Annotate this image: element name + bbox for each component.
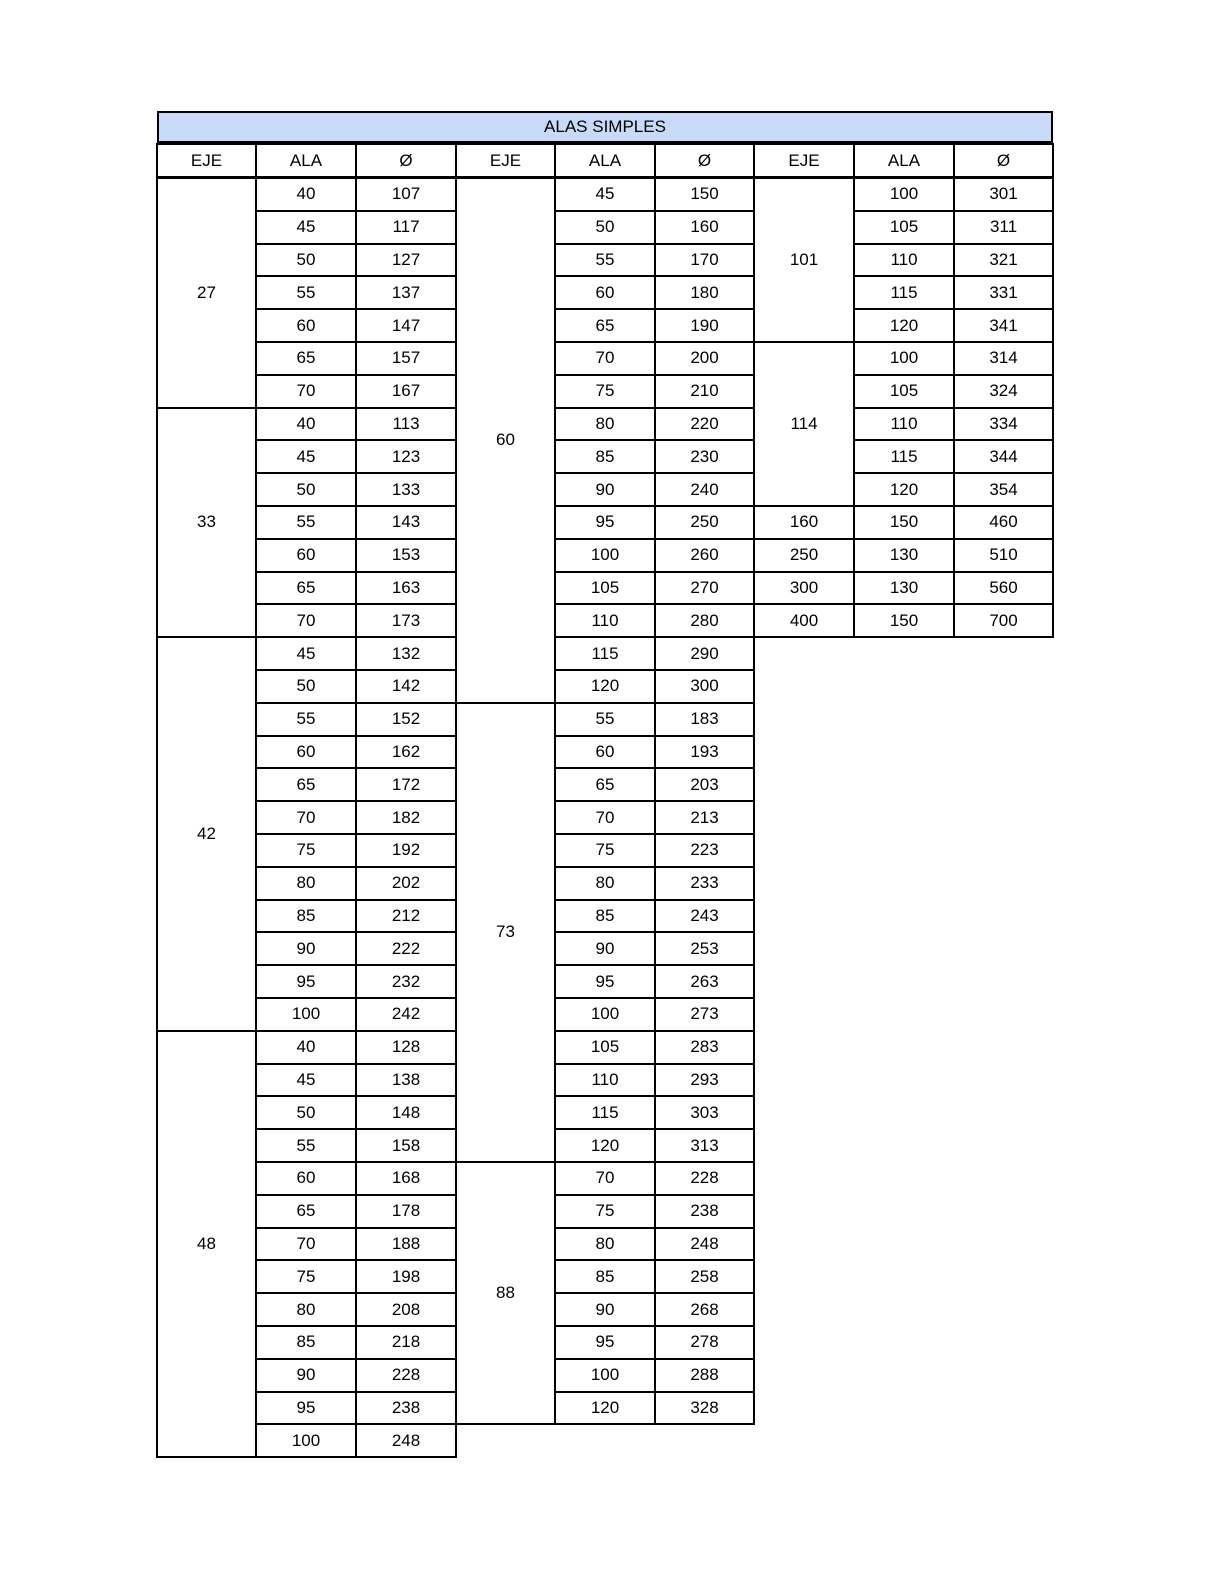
column-header: EJE [753, 143, 855, 179]
diameter-cell: 178 [355, 1194, 457, 1229]
diameter-cell: 117 [355, 210, 457, 245]
ala-cell: 70 [554, 800, 656, 835]
column-header: Ø [355, 143, 457, 179]
diameter-cell: 293 [654, 1063, 755, 1098]
ala-cell: 85 [554, 1259, 656, 1294]
diameter-cell: 260 [654, 538, 755, 573]
diameter-cell: 248 [654, 1227, 755, 1262]
ala-cell: 75 [255, 1259, 357, 1294]
diameter-cell: 128 [355, 1030, 457, 1065]
ala-cell: 80 [255, 1292, 357, 1327]
ala-cell: 55 [255, 1128, 357, 1163]
column-header: EJE [156, 143, 257, 179]
diameter-cell: 273 [654, 997, 755, 1032]
eje-cell: 60 [455, 177, 556, 704]
diameter-cell: 223 [654, 833, 755, 868]
ala-cell: 100 [853, 341, 955, 376]
diameter-cell: 158 [355, 1128, 457, 1163]
diameter-cell: 341 [953, 308, 1054, 343]
ala-cell: 120 [554, 1391, 656, 1426]
eje-cell: 300 [753, 571, 855, 606]
ala-cell: 55 [554, 702, 656, 737]
eje-cell: 101 [753, 177, 855, 343]
ala-cell: 110 [554, 603, 656, 638]
diameter-cell: 232 [355, 964, 457, 999]
diameter-cell: 147 [355, 308, 457, 343]
diameter-cell: 198 [355, 1259, 457, 1294]
ala-cell: 95 [255, 964, 357, 999]
ala-cell: 90 [554, 1292, 656, 1327]
ala-cell: 40 [255, 1030, 357, 1065]
diameter-cell: 280 [654, 603, 755, 638]
diameter-cell: 248 [355, 1423, 457, 1458]
ala-cell: 55 [255, 275, 357, 310]
ala-cell: 90 [255, 1358, 357, 1393]
ala-cell: 100 [554, 997, 656, 1032]
ala-cell: 50 [554, 210, 656, 245]
diameter-cell: 183 [654, 702, 755, 737]
ala-cell: 80 [554, 407, 656, 442]
ala-cell: 95 [554, 505, 656, 540]
ala-cell: 115 [853, 439, 955, 474]
eje-cell: 114 [753, 341, 855, 507]
ala-cell: 55 [255, 505, 357, 540]
diameter-cell: 313 [654, 1128, 755, 1163]
diameter-cell: 208 [355, 1292, 457, 1327]
diameter-cell: 300 [654, 669, 755, 704]
diameter-cell: 228 [654, 1161, 755, 1196]
diameter-cell: 238 [355, 1391, 457, 1426]
ala-cell: 80 [255, 866, 357, 901]
diameter-cell: 268 [654, 1292, 755, 1327]
ala-cell: 50 [255, 669, 357, 704]
column-header: ALA [853, 143, 955, 179]
diameter-cell: 162 [355, 735, 457, 770]
diameter-cell: 278 [654, 1325, 755, 1360]
ala-cell: 65 [255, 767, 357, 802]
diameter-cell: 200 [654, 341, 755, 376]
ala-cell: 60 [554, 275, 656, 310]
ala-cell: 60 [255, 735, 357, 770]
diameter-cell: 303 [654, 1095, 755, 1130]
eje-cell: 160 [753, 505, 855, 540]
column-header: Ø [953, 143, 1054, 179]
ala-cell: 120 [554, 1128, 656, 1163]
diameter-cell: 331 [953, 275, 1054, 310]
diameter-cell: 218 [355, 1325, 457, 1360]
diameter-cell: 213 [654, 800, 755, 835]
column-header: ALA [554, 143, 656, 179]
ala-cell: 85 [554, 899, 656, 934]
column-header: ALA [255, 143, 357, 179]
ala-cell: 100 [853, 177, 955, 212]
diameter-cell: 334 [953, 407, 1054, 442]
eje-cell: 42 [156, 636, 257, 1032]
diameter-cell: 210 [654, 374, 755, 409]
ala-cell: 70 [255, 1227, 357, 1262]
diameter-cell: 212 [355, 899, 457, 934]
ala-cell: 40 [255, 407, 357, 442]
diameter-cell: 127 [355, 243, 457, 278]
ala-cell: 55 [554, 243, 656, 278]
diameter-cell: 324 [953, 374, 1054, 409]
diameter-cell: 560 [953, 571, 1054, 606]
diameter-cell: 321 [953, 243, 1054, 278]
diameter-cell: 220 [654, 407, 755, 442]
diameter-cell: 263 [654, 964, 755, 999]
ala-cell: 115 [554, 636, 656, 671]
ala-cell: 95 [554, 1325, 656, 1360]
diameter-cell: 160 [654, 210, 755, 245]
ala-cell: 75 [554, 833, 656, 868]
eje-cell: 400 [753, 603, 855, 638]
diameter-cell: 328 [654, 1391, 755, 1426]
diameter-cell: 240 [654, 472, 755, 507]
eje-cell: 33 [156, 407, 257, 639]
diameter-cell: 173 [355, 603, 457, 638]
diameter-cell: 228 [355, 1358, 457, 1393]
diameter-cell: 170 [654, 243, 755, 278]
diameter-cell: 311 [953, 210, 1054, 245]
ala-cell: 110 [853, 243, 955, 278]
diameter-cell: 222 [355, 931, 457, 966]
ala-cell: 90 [554, 472, 656, 507]
ala-cell: 65 [554, 767, 656, 802]
ala-cell: 40 [255, 177, 357, 212]
diameter-cell: 344 [953, 439, 1054, 474]
column-header: Ø [654, 143, 755, 179]
diameter-cell: 290 [654, 636, 755, 671]
ala-cell: 45 [255, 1063, 357, 1098]
ala-cell: 65 [255, 341, 357, 376]
diameter-cell: 700 [953, 603, 1054, 638]
diameter-cell: 238 [654, 1194, 755, 1229]
ala-cell: 60 [255, 1161, 357, 1196]
ala-cell: 60 [255, 308, 357, 343]
ala-cell: 70 [255, 374, 357, 409]
diameter-cell: 137 [355, 275, 457, 310]
ala-cell: 45 [554, 177, 656, 212]
ala-cell: 95 [255, 1391, 357, 1426]
diameter-cell: 188 [355, 1227, 457, 1262]
ala-cell: 50 [255, 472, 357, 507]
ala-cell: 95 [554, 964, 656, 999]
ala-cell: 85 [255, 899, 357, 934]
ala-cell: 105 [554, 571, 656, 606]
ala-cell: 75 [554, 374, 656, 409]
ala-cell: 100 [554, 538, 656, 573]
ala-cell: 85 [255, 1325, 357, 1360]
eje-cell: 88 [455, 1161, 556, 1425]
diameter-cell: 123 [355, 439, 457, 474]
ala-cell: 80 [554, 866, 656, 901]
diameter-cell: 148 [355, 1095, 457, 1130]
diameter-cell: 253 [654, 931, 755, 966]
diameter-cell: 133 [355, 472, 457, 507]
ala-cell: 70 [255, 800, 357, 835]
diameter-cell: 157 [355, 341, 457, 376]
ala-cell: 120 [853, 308, 955, 343]
ala-cell: 150 [853, 603, 955, 638]
ala-cell: 75 [554, 1194, 656, 1229]
ala-cell: 75 [255, 833, 357, 868]
diameter-cell: 193 [654, 735, 755, 770]
diameter-cell: 242 [355, 997, 457, 1032]
ala-cell: 45 [255, 210, 357, 245]
diameter-cell: 113 [355, 407, 457, 442]
diameter-cell: 168 [355, 1161, 457, 1196]
diameter-cell: 142 [355, 669, 457, 704]
diameter-cell: 143 [355, 505, 457, 540]
diameter-cell: 182 [355, 800, 457, 835]
diameter-cell: 132 [355, 636, 457, 671]
ala-cell: 45 [255, 439, 357, 474]
ala-cell: 65 [554, 308, 656, 343]
diameter-cell: 460 [953, 505, 1054, 540]
diameter-cell: 152 [355, 702, 457, 737]
ala-cell: 100 [554, 1358, 656, 1393]
ala-cell: 110 [853, 407, 955, 442]
ala-cell: 70 [554, 1161, 656, 1196]
diameter-cell: 180 [654, 275, 755, 310]
ala-cell: 60 [554, 735, 656, 770]
eje-cell: 250 [753, 538, 855, 573]
ala-cell: 70 [255, 603, 357, 638]
diameter-cell: 163 [355, 571, 457, 606]
ala-cell: 85 [554, 439, 656, 474]
diameter-cell: 192 [355, 833, 457, 868]
ala-cell: 120 [853, 472, 955, 507]
ala-cell: 150 [853, 505, 955, 540]
ala-cell: 100 [255, 1423, 357, 1458]
ala-cell: 130 [853, 571, 955, 606]
diameter-cell: 172 [355, 767, 457, 802]
ala-cell: 105 [554, 1030, 656, 1065]
diameter-cell: 354 [953, 472, 1054, 507]
ala-cell: 90 [255, 931, 357, 966]
ala-cell: 115 [554, 1095, 656, 1130]
eje-cell: 73 [455, 702, 556, 1163]
ala-cell: 70 [554, 341, 656, 376]
diameter-cell: 230 [654, 439, 755, 474]
diameter-cell: 153 [355, 538, 457, 573]
ala-cell: 115 [853, 275, 955, 310]
column-header: EJE [455, 143, 556, 179]
ala-cell: 60 [255, 538, 357, 573]
diameter-cell: 243 [654, 899, 755, 934]
diameter-cell: 288 [654, 1358, 755, 1393]
diameter-cell: 233 [654, 866, 755, 901]
diameter-cell: 283 [654, 1030, 755, 1065]
ala-cell: 130 [853, 538, 955, 573]
diameter-cell: 202 [355, 866, 457, 901]
diameter-cell: 167 [355, 374, 457, 409]
ala-cell: 100 [255, 997, 357, 1032]
ala-cell: 110 [554, 1063, 656, 1098]
ala-cell: 105 [853, 374, 955, 409]
ala-cell: 120 [554, 669, 656, 704]
diameter-cell: 150 [654, 177, 755, 212]
table-title: ALAS SIMPLES [157, 111, 1053, 143]
diameter-cell: 250 [654, 505, 755, 540]
diameter-cell: 258 [654, 1259, 755, 1294]
diameter-cell: 203 [654, 767, 755, 802]
diameter-cell: 301 [953, 177, 1054, 212]
diameter-cell: 270 [654, 571, 755, 606]
ala-cell: 50 [255, 1095, 357, 1130]
ala-cell: 80 [554, 1227, 656, 1262]
eje-cell: 48 [156, 1030, 257, 1458]
ala-cell: 50 [255, 243, 357, 278]
diameter-cell: 107 [355, 177, 457, 212]
ala-cell: 55 [255, 702, 357, 737]
diameter-cell: 190 [654, 308, 755, 343]
ala-cell: 90 [554, 931, 656, 966]
ala-cell: 65 [255, 1194, 357, 1229]
ala-cell: 105 [853, 210, 955, 245]
ala-cell: 65 [255, 571, 357, 606]
diameter-cell: 510 [953, 538, 1054, 573]
ala-cell: 45 [255, 636, 357, 671]
eje-cell: 27 [156, 177, 257, 409]
diameter-cell: 138 [355, 1063, 457, 1098]
diameter-cell: 314 [953, 341, 1054, 376]
